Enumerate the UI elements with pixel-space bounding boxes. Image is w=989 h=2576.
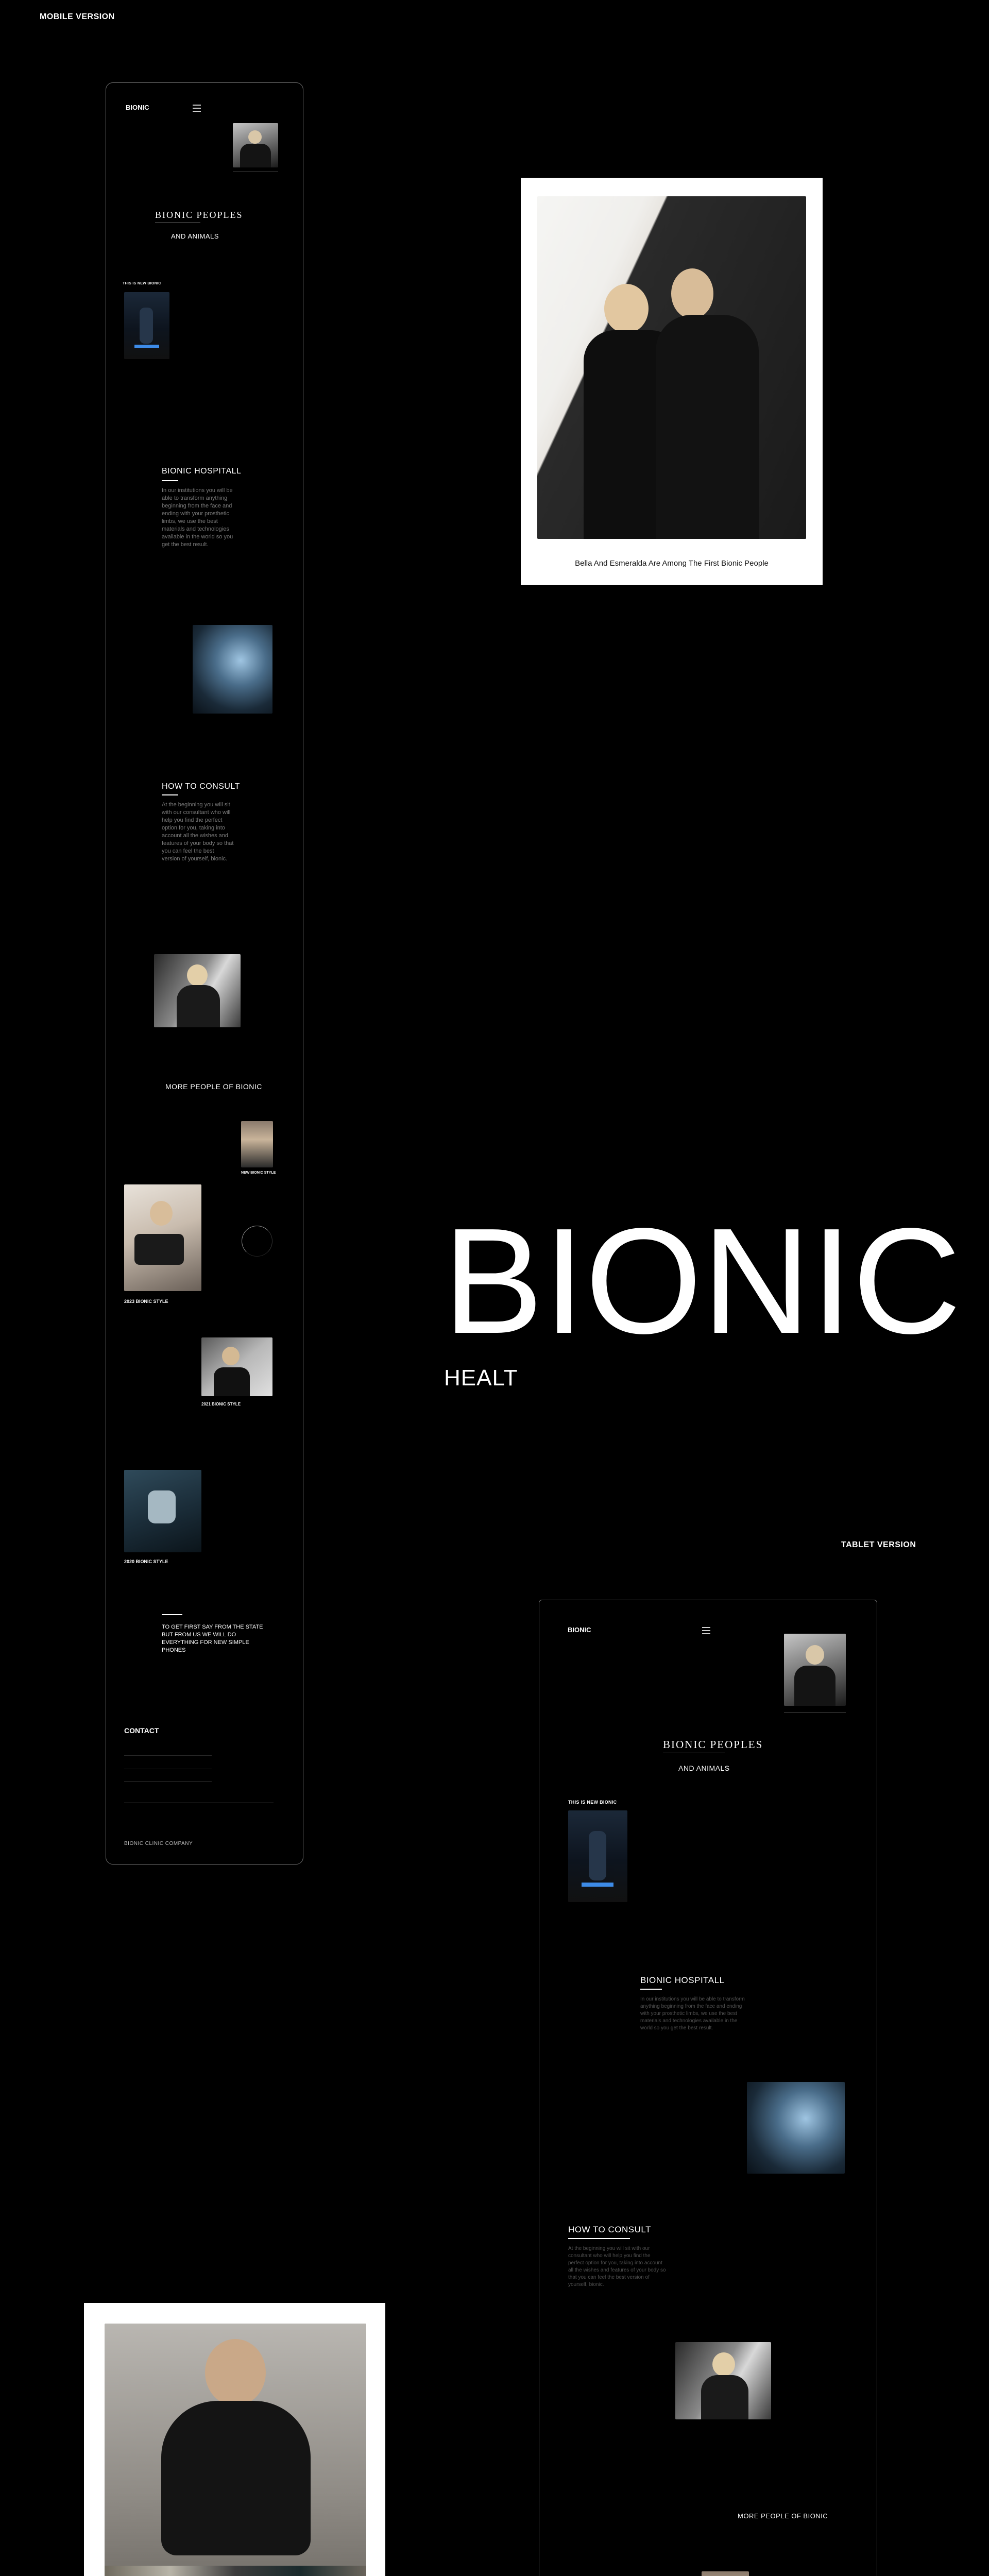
- mobile-subheading: AND ANIMALS: [171, 232, 219, 240]
- mobile-logo[interactable]: BIONIC: [126, 104, 149, 111]
- card-1-photo: [537, 196, 806, 539]
- photo-card-1: [521, 178, 823, 585]
- mobile-gallery-photo-1[interactable]: [241, 1121, 273, 1167]
- mobile-gallery-photo-4[interactable]: [124, 1470, 201, 1552]
- mobile-image-caption: THIS IS NEW BIONIC: [123, 282, 161, 285]
- mobile-heading: BIONIC PEOPLES: [155, 210, 243, 220]
- mobile-version-label: MOBILE VERSION: [40, 12, 115, 21]
- tablet-consult-photo: [675, 2342, 771, 2419]
- mobile-footer-company: BIONIC CLINIC COMPANY: [124, 1841, 193, 1846]
- mobile-contact-line-3: [124, 1781, 212, 1782]
- mobile-hospital-text: In our institutions you will be able to transform anything beginning from the face and ending with your prosthetic limbs, we use the best materials and technologies available in the world so you get the best result.: [162, 487, 233, 548]
- tablet-consult-title: HOW TO CONSULT: [568, 2225, 651, 2234]
- mobile-cta-dash: [162, 1614, 182, 1615]
- hero-title: BIONIC: [443, 1197, 961, 1365]
- hero-subtitle: HEALT: [444, 1365, 518, 1391]
- tablet-subheading: AND ANIMALS: [678, 1764, 730, 1772]
- tablet-hospital-dash: [640, 1989, 662, 1990]
- mobile-gallery-photo-3[interactable]: [201, 1337, 272, 1396]
- card-1-caption: Bella And Esmeralda Are Among The First Bionic People: [575, 559, 769, 568]
- mobile-hero-photo: [233, 123, 278, 167]
- mobile-consult-title: HOW TO CONSULT: [162, 782, 240, 791]
- tablet-more-people-title: MORE PEOPLE OF BIONIC: [738, 2512, 828, 2520]
- mobile-gallery-caption-3: 2021 BIONIC STYLE: [201, 1402, 241, 1406]
- mobile-hospital-title: BIONIC HOSPITALL: [162, 467, 242, 476]
- mobile-consult-photo: [154, 954, 241, 1027]
- tablet-hero-photo: [784, 1634, 846, 1706]
- mobile-gallery-caption-1: NEW BIONIC STYLE: [241, 1171, 276, 1175]
- mobile-frame: [106, 82, 303, 1865]
- mobile-gallery-caption-2: 2023 BIONIC STYLE: [124, 1299, 168, 1304]
- mobile-hospital-photo: [193, 625, 272, 714]
- tablet-hospital-title: BIONIC HOSPITALL: [640, 1975, 725, 1985]
- tablet-consult-dash: [568, 2238, 630, 2239]
- tablet-hospital-photo: [747, 2082, 845, 2174]
- mobile-cta-text: TO GET FIRST SAY FROM THE STATE BUT FROM US WE WILL DO EVERYTHING FOR NEW SIMPLE PHONES: [162, 1624, 263, 1653]
- mobile-loading-circle-icon: [242, 1226, 272, 1257]
- tablet-image-caption: THIS IS NEW BIONIC: [568, 1800, 617, 1805]
- tablet-hospital-text: In our institutions you will be able to transform anything beginning from the face and ending with your prosthetic limbs, we use the best materials and technologies available in the world so you get the best result.: [640, 1996, 745, 2031]
- tablet-intro-photo: [568, 1810, 627, 1902]
- mobile-contact-title: CONTACT: [124, 1726, 159, 1735]
- mobile-gallery-photo-2[interactable]: [124, 1184, 201, 1291]
- tablet-consult-text: At the beginning you will sit with our consultant who will help you find the perfect option for you, taking into account all the wishes and features of your body so that you can feel the best version of yourself, bionic.: [568, 2246, 666, 2287]
- mobile-menu-icon[interactable]: [193, 105, 201, 112]
- mobile-intro-photo: [124, 292, 169, 359]
- tablet-menu-icon[interactable]: [702, 1627, 710, 1634]
- mobile-consult-dash: [162, 794, 178, 795]
- mobile-hospital-dash: [162, 480, 178, 481]
- tablet-gallery-photo-1[interactable]: [702, 2571, 749, 2576]
- tablet-version-label: TABLET VERSION: [841, 1540, 916, 1549]
- card-2-photo: [105, 2324, 366, 2576]
- photo-card-2: [84, 2303, 385, 2576]
- mobile-consult-text: At the beginning you will sit with our consultant who will help you find the perfect option for you, taking into account all the wishes and features of your body so that you can feel the best version of yourself, bionic.: [162, 802, 234, 862]
- tablet-frame: [539, 1600, 877, 2576]
- mobile-contact-line-1: [124, 1755, 212, 1756]
- tablet-logo[interactable]: BIONIC: [568, 1626, 591, 1634]
- mobile-gallery-caption-4: 2020 BIONIC STYLE: [124, 1559, 168, 1564]
- mobile-more-people-title: MORE PEOPLE OF BIONIC: [165, 1082, 262, 1091]
- tablet-heading: BIONIC PEOPLES: [663, 1738, 763, 1751]
